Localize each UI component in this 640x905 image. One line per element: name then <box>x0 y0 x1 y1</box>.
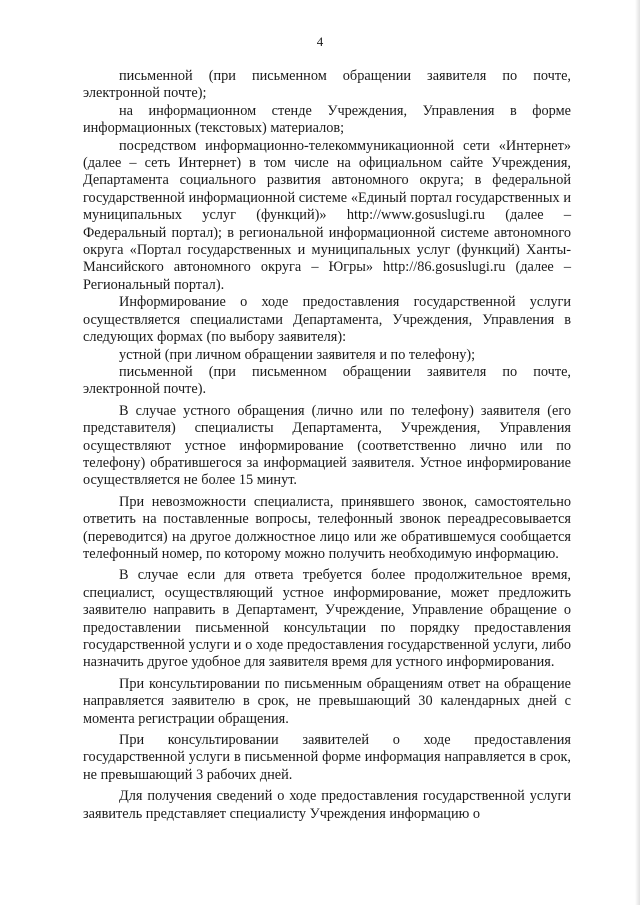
paragraph: При невозможности специалиста, принявшего звонок, самостоятельно ответить на поставленные вопросы, телефонный звонок переадресовывается (переводится) на другое должностное лицо или же обратившемуся сообщается телефонный номер, по которому можно получить необходимую информацию. <box>83 493 571 562</box>
page-edge-shadow <box>635 0 640 905</box>
document-body <box>83 68 571 823</box>
paragraph: устной (при личном обращении заявителя и по телефону); <box>119 346 476 363</box>
paragraph: посредством информационно-телекоммуникационной сети «Интернет» (далее – сеть Интернет) в том числе на официальном сайте Учреждения, Департамента социального развития автономного округа; в федеральной государственной информационной системе «Единый портал государственных и муниципальных услуг (функций)» http://www.gosuslugi.ru (далее – Федеральный портал); в региональной информационной системе автономного округа «Портал государственных и муниципальных услуг (функций) Ханты-Мансийского автономного округа – Югры» http://86.gosuslugi.ru (далее – Региональный портал). <box>83 137 571 293</box>
paragraph: Информирование о ходе предоставления государственной услуги осуществляется специалистами Департамента, Учреждения, Управления в следующих формах (по выбору заявителя): <box>83 294 571 346</box>
paragraph: на информационном стенде Учреждения, Управления в форме информационных (текстовых) материалов; <box>83 102 571 137</box>
paragraph: При консультировании заявителей о ходе предоставления государственной услуги в письменной форме информация направляется в срок, не превышающий 3 рабочих дней. <box>83 732 571 783</box>
page-number: 4 <box>316 34 324 49</box>
paragraph: При консультировании по письменным обращениям ответ на обращение направляется заявителю в срок, не превышающий 30 календарных дней с момента регистрации обращения. <box>83 675 571 727</box>
paragraph: Для получения сведений о ходе предоставления государственной услуги заявитель представляет специалисту Учреждения информацию о <box>83 788 571 822</box>
paragraph: письменной (при письменном обращении заявителя по почте, электронной почте). <box>83 363 571 398</box>
paragraph: письменной (при письменном обращении заявителя по почте, электронной почте); <box>83 68 571 102</box>
paragraph: В случае устного обращения (лично или по телефону) заявителя (его представителя) специалисты Департамента, Учреждения, Управления осуществляют устное информирование (соответственно лично или по телефону) обратившегося за информацией заявителя. Устное информирование осуществляется не более 15 минут. <box>83 402 571 489</box>
paragraph: В случае если для ответа требуется более продолжительное время, специалист, осуществляющий устное информирование, может предложить заявителю направить в Департамент, Учреждение, Управление обращение о предоставлении письменной консультации по порядку предоставления государственной услуги и о ходе предоставления государственной услуги, либо назначить другое удобное для заявителя время для устного информирования. <box>83 567 571 671</box>
